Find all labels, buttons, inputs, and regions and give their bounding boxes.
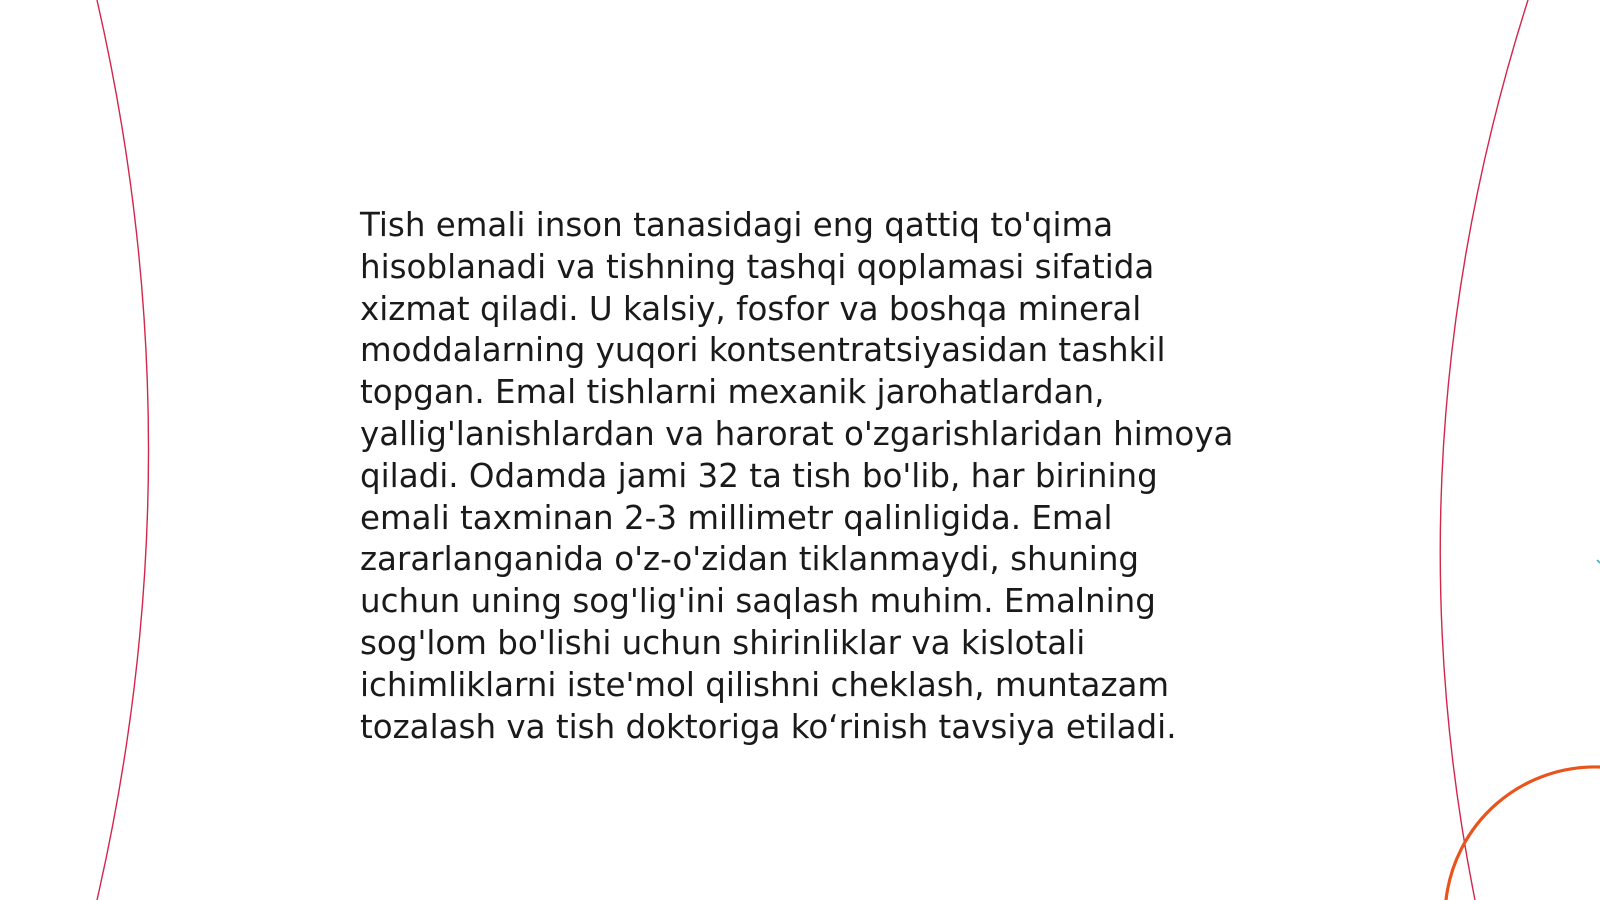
paragraph-line: yallig'lanishlardan va harorat o'zgarishlaridan himoya [360, 414, 1234, 453]
paragraph-line: hisoblanadi va tishning tashqi qoplamasi sifatida [360, 247, 1155, 286]
paragraph-line: qiladi. Odamda jami 32 ta tish bo'lib, har birining [360, 456, 1158, 495]
bottom-right-arc [1446, 767, 1600, 900]
left-curve [97, 0, 149, 900]
paragraph-line: topgan. Emal tishlarni mexanik jarohatlardan, [360, 373, 1105, 412]
body-paragraph [360, 205, 1260, 748]
paragraph-line: sog'lom bo'lishi uchun shirinliklar va kislotali [360, 623, 1086, 662]
paragraph-line: moddalarning yuqori kontsentratsiyasidan tashkil [360, 331, 1166, 370]
paragraph-line: Tish emali inson tanasidagi eng qattiq to'qima [360, 206, 1114, 244]
right-curve [1440, 0, 1528, 900]
paragraph-line: tozalash va tish doktoriga ko‘rinish tavsiya etiladi. [360, 707, 1177, 746]
paragraph-line: zararlanganida o'z-o'zidan tiklanmaydi, shuning [360, 540, 1140, 579]
paragraph-line: uchun uning sog'lig'ini saqlash muhim. Emalning [360, 582, 1156, 621]
paragraph-line: emali taxminan 2-3 millimetr qalinligida. Emal [360, 498, 1113, 537]
paragraph-line: ichimliklarni iste'mol qilishni cheklash, muntazam [360, 665, 1170, 704]
paragraph-line: xizmat qiladi. U kalsiy, fosfor va boshqa mineral [360, 289, 1142, 328]
